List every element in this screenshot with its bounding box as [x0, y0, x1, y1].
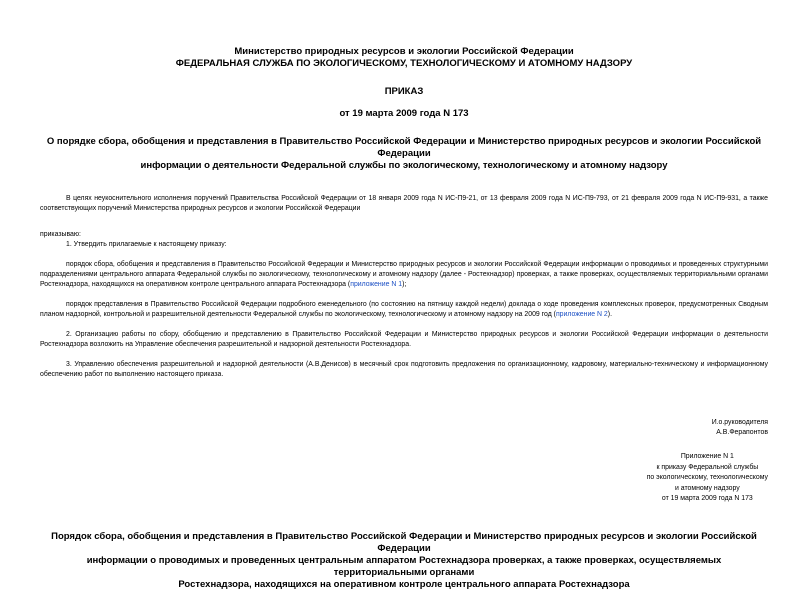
- document-title-line-2: информации о деятельности Федеральной службы по экологическому, технологическому и атомному надзору: [140, 160, 668, 171]
- appendix-2-link[interactable]: приложение N 2: [555, 311, 608, 318]
- appendix-title-line-3: Ростехнадзора, находящихся на оперативном контроле центрального аппарата Ростехнадзора: [178, 578, 630, 590]
- document-title: [40, 136, 768, 172]
- order-word: приказываю:: [40, 231, 81, 238]
- appendix-reference: [40, 452, 768, 505]
- ministry-name: Министерство природных ресурсов и экологии Российской Федерации: [234, 46, 574, 57]
- item-1-subitem-1-text: порядок сбора, обобщения и представления в Правительство Российской Федерации и Министерство природных ресурсов и экологии Российской Федерации информации о проводимых и проведенных структурными подразделениями центрального аппарата Федеральной службы по экологическому, технологическому и атомному надзору (далее - Ростехнадзор) проверках, а также проверках, осуществляемых территориальными органами Ростехнадзора, находящихся на оперативном контроле центрального аппарата Ростехнадзора (: [40, 261, 768, 288]
- appendix-line-1: к приказу Федеральной службы: [656, 463, 759, 471]
- service-name: ФЕДЕРАЛЬНАЯ СЛУЖБА ПО ЭКОЛОГИЧЕСКОМУ, ТЕХНОЛОГИЧЕСКОМУ И АТОМНОМУ НАДЗОРУ: [175, 58, 633, 69]
- item-1-subitem-1-end: );: [402, 281, 407, 288]
- appendix-line-3: и атомному надзору: [675, 484, 740, 492]
- item-1-subitem-1: [40, 260, 768, 290]
- appendix-title: [40, 531, 768, 591]
- signature-position: И.о.руководителя: [711, 419, 768, 426]
- intro-paragraph: В целях неукоснительного исполнения поручений Правительства Российской Федерации от 18 января 2009 года N ИС-П9-21, от 13 февраля 2009 года N ИС-П9-793, от 21 февраля 2009 года N ИС-П9-931, а также соответствующих поручений Министерства природных ресурсов и экологии Российской Федерации: [40, 195, 768, 212]
- item-1-subitem-2-text: порядок представления в Правительство Российской Федерации подробного еженедельного (по состоянию на пятницу каждой недели) доклада о ходе проведения комплексных проверок, предусмотренных Сводным планом надзорной, контрольной и разрешительной деятельности Федеральной службы по экологическому, технологическому и атомному надзору на 2009 год (: [40, 301, 768, 318]
- signature-block: [40, 418, 768, 438]
- appendix-reference-block: [647, 452, 768, 505]
- appendix-line-2: по экологическому, технологическому: [646, 474, 768, 481]
- appendix-title-line-2: информации о проводимых и проведенных центральным аппаратом Ростехнадзора проверках, а также проверках, осуществляемых территориальными органами: [86, 554, 722, 578]
- item-2: 2. Организацию работы по сбору, обобщению и представлению в Правительство Российской Федерации и Министерство природных ресурсов и экологии Российской Федерации информации о деятельности Ростехнадзора возложить на Управление обеспечения разрешительной и надзорной деятельности Ростехнадзора.: [40, 331, 768, 348]
- appendix-label: Приложение N 1: [680, 453, 734, 460]
- item-1-subitem-2: [40, 300, 768, 320]
- item-3: 3. Управлению обеспечения разрешительной и надзорной деятельности (А.В.Денисов) в месячный срок подготовить предложения по организационному, кадровому, материально-техническому и информационному обеспечению работ по выполнению настоящего приказа.: [40, 361, 768, 378]
- appendix-title-line-1: Порядок сбора, обобщения и представления в Правительство Российской Федерации и Министерство природных ресурсов и экологии Российской Федерации: [51, 530, 757, 554]
- document-date-number: от 19 марта 2009 года N 173: [339, 108, 469, 119]
- signature-name: А.В.Ферапонтов: [716, 429, 768, 436]
- item-1: 1. Утвердить прилагаемые к настоящему приказу:: [66, 241, 227, 248]
- item-1-subitem-2-end: ).: [607, 311, 612, 318]
- appendix-1-link[interactable]: приложение N 1: [350, 281, 403, 288]
- document-title-line-1: О порядке сбора, обобщения и представления в Правительство Российской Федерации и Министерство природных ресурсов и экологии Российской Федерации: [46, 136, 762, 159]
- document-type: ПРИКАЗ: [384, 86, 424, 97]
- document-page: [40, 0, 768, 591]
- appendix-line-4: от 19 марта 2009 года N 173: [661, 495, 753, 502]
